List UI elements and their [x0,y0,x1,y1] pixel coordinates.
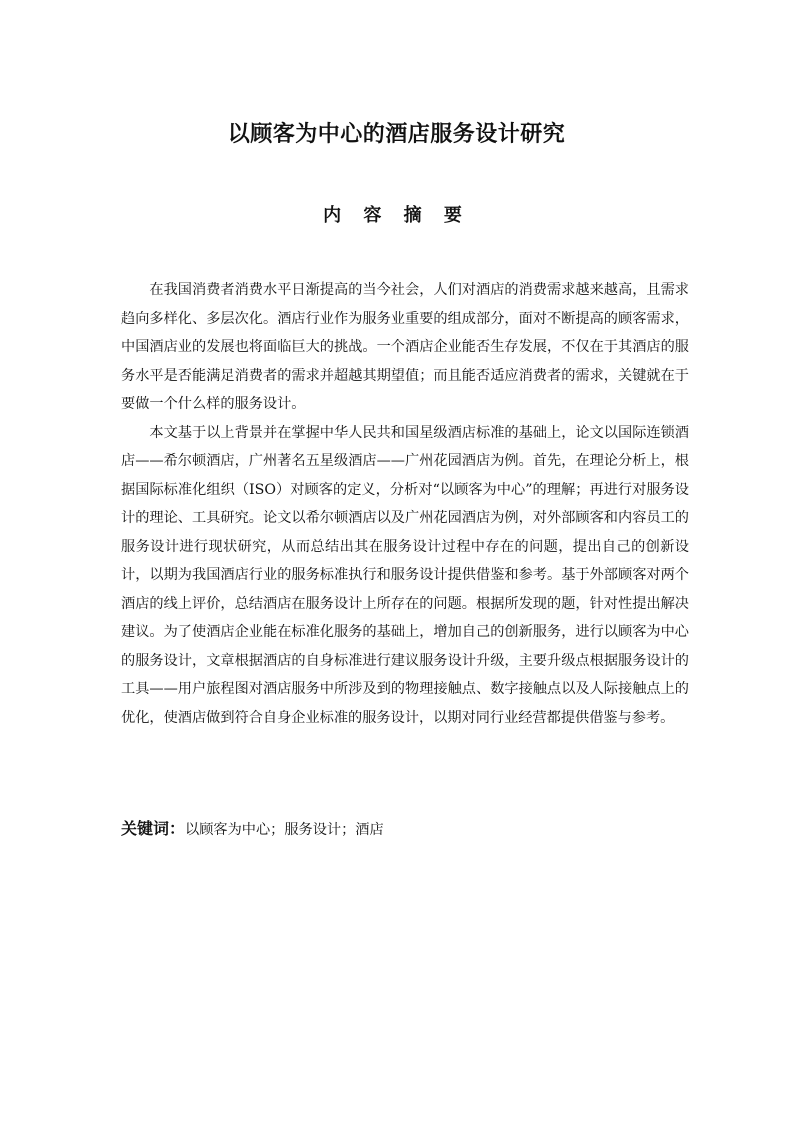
abstract-paragraph: 本文基于以上背景并在掌握中华人民共和国星级酒店标准的基础上，论文以国际连锁酒店——希尔顿酒店，广州著名五星级酒店——广州花园酒店为例。首先，在理论分析上，根据国际标准化组织（ISO）对顾客的定义，分析对“以顾客为中心”的理解；再进行对服务设计的理论、工具研究。论文以希尔顿酒店以及广州花园酒店为例，对外部顾客和内容员工的服务设计进行现状研究，从而总结出其在服务设计过程中存在的问题，提出自己的创新设计，以期为我国酒店行业的服务标准执行和服务设计提供借鉴和参考。基于外部顾客对两个酒店的线上评价，总结酒店在服务设计上所存在的问题。根据所发现的题，针对性提出解决建议。为了使酒店企业能在标准化服务的基础上，增加自己的创新服务，进行以顾客为中心的服务设计，文章根据酒店的自身标准进行建议服务设计升级，主要升级点根据服务设计的工具——用户旅程图对酒店服务中所涉及到的物理接触点、数字接触点以及人际接触点上的优化，使酒店做到符合自身企业标准的服务设计，以期对同行业经营都提供借鉴与参考。 [121,424,689,726]
abstract-paragraph: 在我国消费者消费水平日渐提高的当今社会，人们对酒店的消费需求越来越高，且需求趋向多样化、多层次化。酒店行业作为服务业重要的组成部分，面对不断提高的顾客需求，中国酒店业的发展也将面临巨大的挑战。一个酒店企业能否生存发展，不仅在于其酒店的服务水平是否能满足消费者的需求并超越其期望值；而且能否适应消费者的需求，关键就在于要做一个什么样的服务设计。 [121,282,689,412]
keywords-label: 关键词： [121,819,186,838]
paper-title: 以顾客为中心的酒店服务设计研究 [227,122,566,147]
abstract-heading: 内 容 摘 要 [323,205,470,226]
abstract-body [121,276,689,732]
keywords-value: 以顾客为中心；服务设计；酒店 [185,822,384,838]
keywords-line [121,814,689,845]
